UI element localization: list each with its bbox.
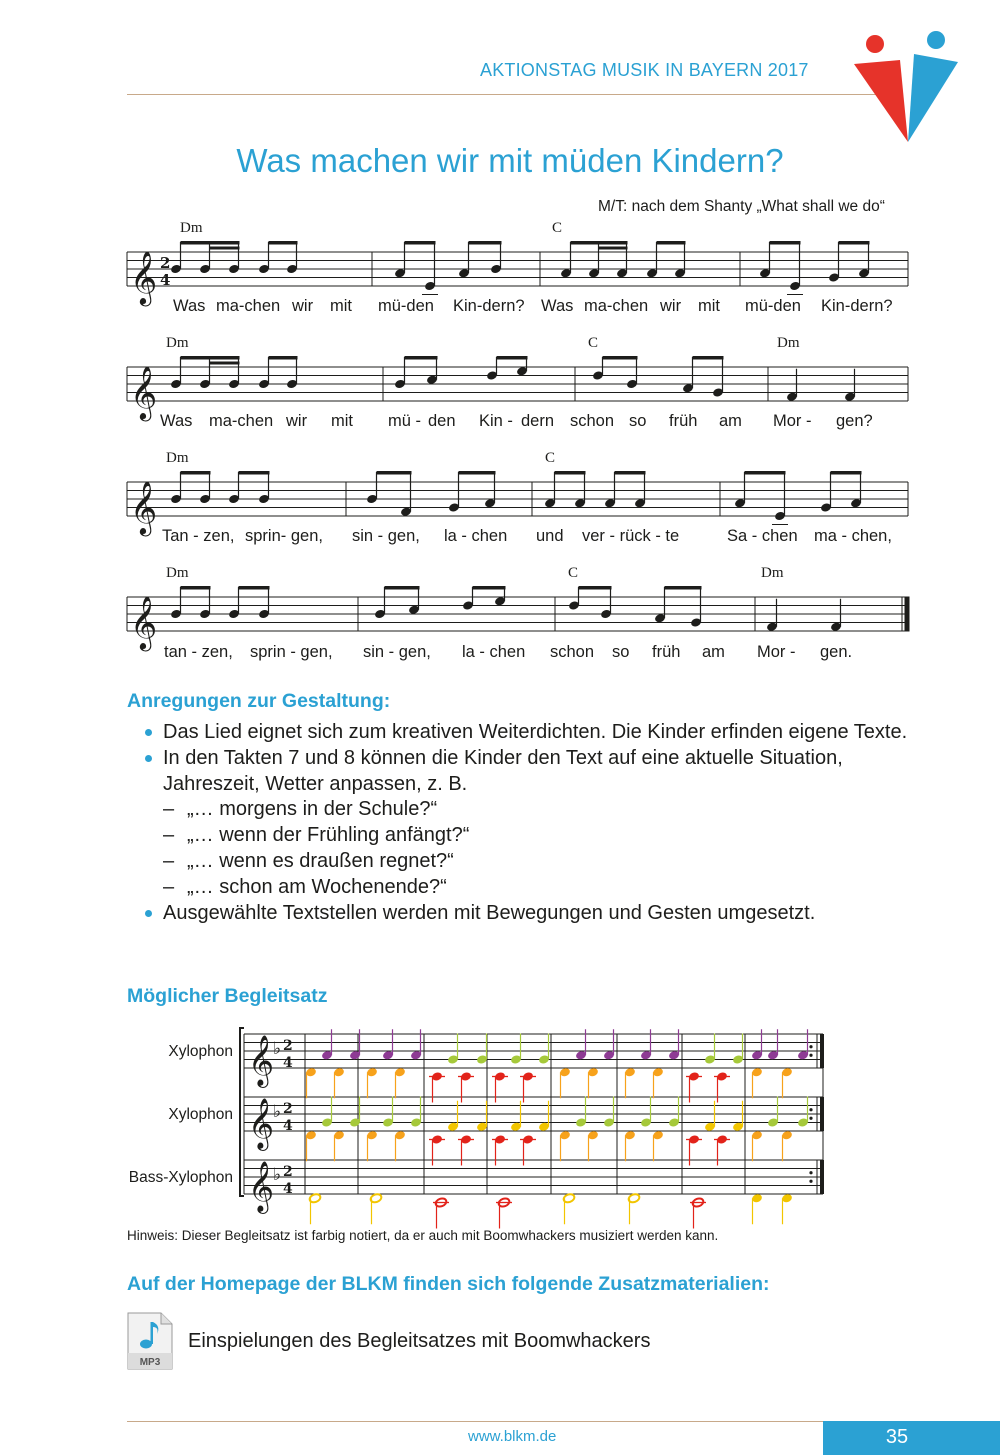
beam xyxy=(377,471,412,475)
repeat-dot xyxy=(809,1180,812,1183)
dash-mark: – xyxy=(163,875,175,898)
mp3-label: MP3 xyxy=(139,1357,161,1368)
repeat-dot xyxy=(809,1108,812,1111)
beam xyxy=(770,241,801,245)
beam xyxy=(603,356,638,360)
lyric: sin - gen, xyxy=(363,643,431,661)
lyric: Was xyxy=(173,297,206,315)
system-bracket xyxy=(240,1028,244,1196)
lyric: so xyxy=(629,412,647,430)
dash-text: „… schon am Wochenende?“ xyxy=(187,875,447,898)
beam xyxy=(405,241,436,245)
lyric: den xyxy=(428,412,456,430)
footer-url[interactable]: www.blkm.de xyxy=(468,1428,557,1445)
lyric: mü-den xyxy=(745,297,801,315)
lyric: Mor - xyxy=(757,643,796,661)
dash-mark: – xyxy=(163,849,175,872)
suggestions-list xyxy=(145,720,925,926)
beam xyxy=(497,356,528,360)
beam xyxy=(385,586,420,590)
treble-clef-icon: 𝄞 xyxy=(248,1098,275,1149)
repeat-dot xyxy=(809,1054,812,1057)
page-number: 35 xyxy=(885,1426,909,1448)
repeat-dot xyxy=(809,1171,812,1174)
beam xyxy=(239,586,270,590)
beam xyxy=(657,241,686,245)
materials-heading: Auf der Homepage der BLKM finden sich folgende Zusatzmaterialien: xyxy=(127,1273,770,1295)
list-item: Ausgewählte Textstellen werden mit Bewegungen und Gesten umgesetzt. xyxy=(145,901,925,927)
lyric: mü - xyxy=(388,412,421,430)
lyric: am xyxy=(719,412,742,430)
time-signature-bottom: 4 xyxy=(160,271,171,289)
song-title: Was machen wir mit müden Kindern? xyxy=(236,142,784,179)
beam xyxy=(555,471,586,475)
lyric: Kin-dern? xyxy=(453,297,525,315)
song-credit: M/T: nach dem Shanty „What shall we do“ xyxy=(598,198,885,215)
list-item: Das Lied eignet sich zum kreativen Weiterdichten. Die Kinder erfinden eigene Texte. xyxy=(145,720,925,746)
beam xyxy=(665,586,702,590)
chord: Dm xyxy=(761,565,784,581)
instrument-label: Xylophon xyxy=(168,1106,233,1123)
lyric: mit xyxy=(698,297,720,315)
beam xyxy=(181,241,240,245)
lyric: und xyxy=(536,527,564,545)
lyric: sin - gen, xyxy=(352,527,420,545)
lyric: früh xyxy=(652,643,681,661)
treble-clef-icon: 𝄞 xyxy=(130,365,158,419)
chord: Dm xyxy=(166,335,189,351)
lyric: Was xyxy=(160,412,193,430)
lyric: tan - zen, xyxy=(164,643,233,661)
lyric: sprin - gen, xyxy=(250,643,333,661)
lyric: wir xyxy=(286,412,308,430)
repeat-dot xyxy=(809,1045,812,1048)
treble-clef-icon: 𝄞 xyxy=(130,595,158,649)
treble-clef-icon: 𝄞 xyxy=(248,1035,275,1086)
final-barline xyxy=(905,597,909,631)
lyric: mit xyxy=(331,412,353,430)
treble-clef-icon: 𝄞 xyxy=(248,1161,275,1212)
dash-text: „… morgens in der Schule?“ xyxy=(187,798,438,821)
lyric: ma - chen, xyxy=(814,527,892,545)
chord: C xyxy=(552,220,563,236)
list-item xyxy=(145,797,925,823)
lyric: so xyxy=(612,643,630,661)
beam xyxy=(405,356,438,360)
material-item[interactable]: Einspielungen des Begleitsatzes mit Boomwhackers xyxy=(188,1330,651,1352)
beam xyxy=(579,586,612,590)
beam xyxy=(459,471,496,475)
time-signature-bottom: 4 xyxy=(283,1118,293,1134)
beam xyxy=(181,471,211,475)
list-item xyxy=(145,875,925,901)
instrument-label: Xylophon xyxy=(168,1043,233,1060)
beam xyxy=(745,471,786,475)
chord: C xyxy=(568,565,579,581)
beam xyxy=(473,586,506,590)
dash-mark: – xyxy=(163,824,175,847)
dash-text: „… wenn es draußen regnet?“ xyxy=(187,849,454,872)
lyric: sprin- gen, xyxy=(245,527,323,545)
lyric: früh xyxy=(669,412,698,430)
lyric: am xyxy=(702,643,725,661)
lyric: Sa - chen xyxy=(727,527,798,545)
list-item xyxy=(145,849,925,875)
time-signature-bottom: 4 xyxy=(283,1055,293,1071)
beam xyxy=(831,471,862,475)
suggestions-heading: Anregungen zur Gestaltung: xyxy=(127,690,391,712)
lyric: Mor - xyxy=(773,412,812,430)
footer-rule xyxy=(127,1421,823,1422)
chord: Dm xyxy=(180,220,203,236)
flat-sign: ♭ xyxy=(273,1165,282,1185)
lyric: Kin-dern? xyxy=(821,297,893,315)
lyric: Was xyxy=(541,297,574,315)
lyric: schon xyxy=(570,412,615,430)
lyric: ma-chen xyxy=(216,297,281,315)
chord: C xyxy=(588,335,599,351)
lyric: mü-den xyxy=(378,297,434,315)
lyric: ma-chen xyxy=(584,297,649,315)
header-title: AKTIONSTAG MUSIK IN BAYERN 2017 xyxy=(480,60,809,80)
beam xyxy=(839,241,870,245)
beam xyxy=(693,356,724,360)
chord: Dm xyxy=(166,565,189,581)
flat-sign: ♭ xyxy=(273,1102,282,1122)
time-signature-top: 2 xyxy=(160,254,171,272)
beam xyxy=(469,241,502,245)
beam xyxy=(571,241,628,245)
list-item: In den Takten 7 und 8 können die Kinder den Text auf eine aktuelle Situation, Jahreszeit, Wetter anpassen, z. B. xyxy=(145,746,925,798)
lyric: ma-chen xyxy=(209,412,274,430)
dash-mark: – xyxy=(163,798,175,821)
time-signature-top: 2 xyxy=(283,1164,293,1180)
time-signature-top: 2 xyxy=(283,1101,293,1117)
chord: Dm xyxy=(166,450,189,466)
instrument-label: Bass-Xylophon xyxy=(128,1169,233,1186)
beam xyxy=(599,247,628,250)
repeat-dot xyxy=(809,1117,812,1120)
treble-clef-icon: 𝄞 xyxy=(130,250,158,304)
beam xyxy=(210,362,240,365)
lyric: gen? xyxy=(836,412,873,430)
beam xyxy=(269,356,298,360)
beam xyxy=(269,241,298,245)
lyric: mit xyxy=(330,297,352,315)
lyric: dern xyxy=(521,412,555,430)
lyric: Kin - xyxy=(479,412,513,430)
lyric: la - chen xyxy=(444,527,508,545)
beam xyxy=(181,586,211,590)
chord: Dm xyxy=(777,335,800,351)
beam xyxy=(181,356,240,360)
flat-sign: ♭ xyxy=(273,1039,282,1059)
time-signature-top: 2 xyxy=(283,1038,293,1054)
chord: C xyxy=(545,450,556,466)
lyric: wir xyxy=(292,297,314,315)
beam xyxy=(615,471,646,475)
mp3-file-icon[interactable] xyxy=(127,1312,173,1370)
lyric: ver - rück - te xyxy=(582,527,680,545)
lyric: gen. xyxy=(820,643,853,661)
time-signature-bottom: 4 xyxy=(283,1181,293,1197)
beam xyxy=(210,247,240,250)
lyric: wir xyxy=(660,297,682,315)
lyric: la - chen xyxy=(462,643,526,661)
lyric: Tan - zen, xyxy=(162,527,235,545)
treble-clef-icon: 𝄞 xyxy=(130,480,158,534)
accompaniment-note: Hinweis: Dieser Begleitsatz ist farbig notiert, da er auch mit Boomwhackers musiziert werden kann. xyxy=(127,1228,719,1243)
list-item xyxy=(145,823,925,849)
beam xyxy=(239,471,270,475)
lyric: schon xyxy=(550,643,595,661)
accompaniment-heading: Möglicher Begleitsatz xyxy=(127,985,328,1007)
dash-text: „… wenn der Frühling anfängt?“ xyxy=(187,824,470,847)
